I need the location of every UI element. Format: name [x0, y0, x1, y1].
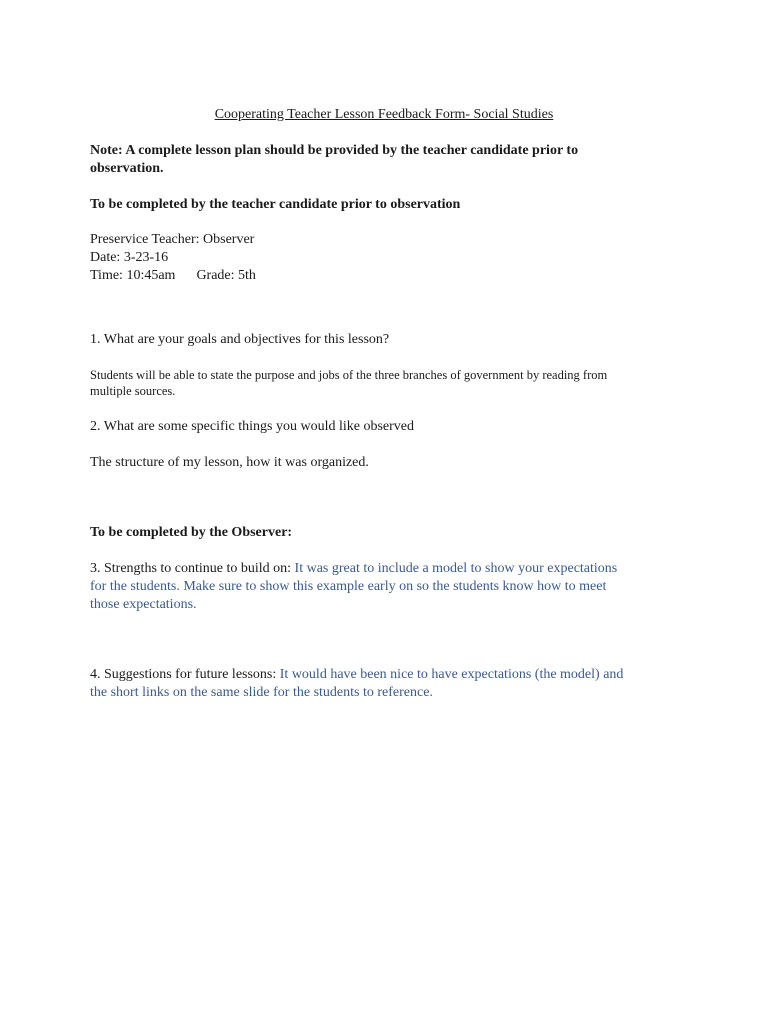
candidate-section-heading: To be completed by the teacher candidate prior to observation — [90, 197, 461, 212]
date-field: Date: 3-23-16 — [90, 250, 169, 265]
answer-3-line-1: It was great to include a model to show your expectations — [294, 561, 618, 576]
answer-4-line-2: the short links on the same slide for the students to reference. — [90, 685, 433, 700]
answer-3-line-3: those expectations. — [90, 597, 197, 612]
question-1: 1. What are your goals and objectives for this lesson? — [90, 332, 390, 347]
answer-2: The structure of my lesson, how it was organized. — [90, 455, 369, 470]
question-3-line-1 — [90, 560, 617, 578]
question-2: 2. What are some specific things you would like observed — [90, 419, 414, 434]
preservice-teacher-field: Preservice Teacher: Observer — [90, 232, 255, 247]
note-line-2: observation. — [90, 161, 164, 176]
answer-3-line-2: for the students. Make sure to show this example early on so the students know how to meet — [90, 579, 607, 594]
answer-1-line-1: Students will be able to state the purpose and jobs of the three branches of government by reading from — [90, 368, 608, 382]
grade-field: Grade: 5th — [196, 268, 256, 283]
observer-section-heading: To be completed by the Observer: — [90, 525, 293, 540]
time-grade-row — [90, 267, 256, 285]
question-3-label: 3. Strengths to continue to build on: — [90, 561, 295, 576]
note-line-1: Note: A complete lesson plan should be provided by the teacher candidate prior to — [90, 143, 579, 158]
answer-4-line-1: It would have been nice to have expectations (the model) and — [279, 667, 624, 682]
time-field: Time: 10:45am — [90, 268, 176, 283]
question-4-line-1 — [90, 666, 623, 684]
form-title: Cooperating Teacher Lesson Feedback Form- Social Studies — [214, 107, 554, 122]
answer-1-line-2: multiple sources. — [90, 384, 176, 398]
question-4-label: 4. Suggestions for future lessons: — [90, 667, 280, 682]
